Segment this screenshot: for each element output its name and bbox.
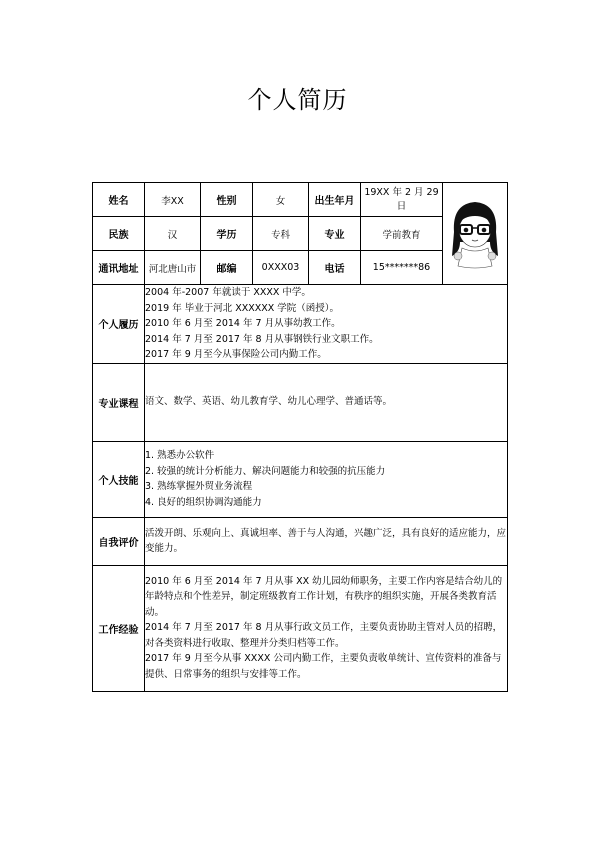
resume-line: 2017 年 9 月至今从事保险公司内勤工作。 bbox=[145, 349, 327, 360]
skill-line: 1. 熟悉办公软件 bbox=[145, 450, 215, 461]
resume-line: 2010 年 6 月至 2014 年 7 月从事幼教工作。 bbox=[145, 318, 341, 329]
gender-value: 女 bbox=[253, 183, 309, 217]
name-value: 李XX bbox=[145, 183, 201, 217]
avatar bbox=[446, 194, 504, 274]
skill-line: 4. 良好的组织协调沟通能力 bbox=[145, 496, 262, 508]
gender-label: 性别 bbox=[201, 183, 253, 217]
courses-text: 语文、数学、英语、幼儿教育学、幼儿心理学、普通话等。 bbox=[145, 363, 508, 441]
resume-line: 2019 年 毕业于河北 XXXXXX 学院（函授）。 bbox=[145, 302, 340, 314]
page-title: 个人简历 bbox=[247, 86, 348, 114]
resume-table bbox=[92, 182, 508, 692]
skills-label: 个人技能 bbox=[93, 441, 145, 517]
photo-cell bbox=[443, 183, 508, 285]
phone-value: 15*******86 bbox=[361, 251, 443, 285]
name-label: 姓名 bbox=[93, 183, 145, 217]
skill-line: 3. 熟练掌握外贸业务流程 bbox=[145, 481, 253, 492]
ethnicity-label: 民族 bbox=[93, 217, 145, 251]
major-label: 专业 bbox=[309, 217, 361, 251]
birth-value: 19XX 年 2 月 29 日 bbox=[361, 183, 443, 217]
education-label: 学历 bbox=[201, 217, 253, 251]
self-eval-label: 自我评价 bbox=[93, 517, 145, 565]
skill-line: 2. 较强的统计分析能力、解决问题能力和较强的抗压能力 bbox=[145, 465, 386, 477]
phone-label: 电话 bbox=[309, 251, 361, 285]
self-eval-text: 活泼开朗、乐观向上、真诚坦率、善于与人沟通，兴趣广泛，具有良好的适应能力，应变能力。 bbox=[145, 517, 508, 565]
work-paragraph: 2014 年 7 月至 2017 年 8 月从事行政文员工作，主要负责协助主管对人员的招聘，对各类资料进行收取、整理并分类归档等工作。 bbox=[145, 622, 503, 649]
resume-line: 2004 年-2007 年就读于 XXXX 中学。 bbox=[145, 287, 311, 298]
skills-content bbox=[145, 441, 508, 517]
work-paragraph: 2017 年 9 月至今从事 XXXX 公司内勤工作，主要负责收单统计、宣传资料的准备与提供、日常事务的组织与安排等工作。 bbox=[145, 653, 502, 680]
postcode-label: 邮编 bbox=[201, 251, 253, 285]
work-content bbox=[145, 565, 508, 691]
postcode-value: 0XXX03 bbox=[253, 251, 309, 285]
resume-label: 个人履历 bbox=[93, 285, 145, 364]
work-label: 工作经验 bbox=[93, 565, 145, 691]
resume-line: 2014 年 7 月至 2017 年 8 月从事钢铁行业文职工作。 bbox=[145, 333, 379, 345]
ethnicity-value: 汉 bbox=[145, 217, 201, 251]
work-paragraph: 2010 年 6 月至 2014 年 7 月从事 XX 幼儿园幼师职务，主要工作内容是结合幼儿的年龄特点和个性差异，制定班级教育工作计划，有秩序的组织实施，开展各类教育活动。 bbox=[145, 575, 503, 618]
courses-label: 专业课程 bbox=[93, 363, 145, 441]
major-value: 学前教育 bbox=[361, 217, 443, 251]
birth-label: 出生年月 bbox=[309, 183, 361, 217]
education-value: 专科 bbox=[253, 217, 309, 251]
address-label: 通讯地址 bbox=[93, 251, 145, 285]
address-value: 河北唐山市 bbox=[145, 251, 201, 285]
resume-content bbox=[145, 285, 508, 364]
